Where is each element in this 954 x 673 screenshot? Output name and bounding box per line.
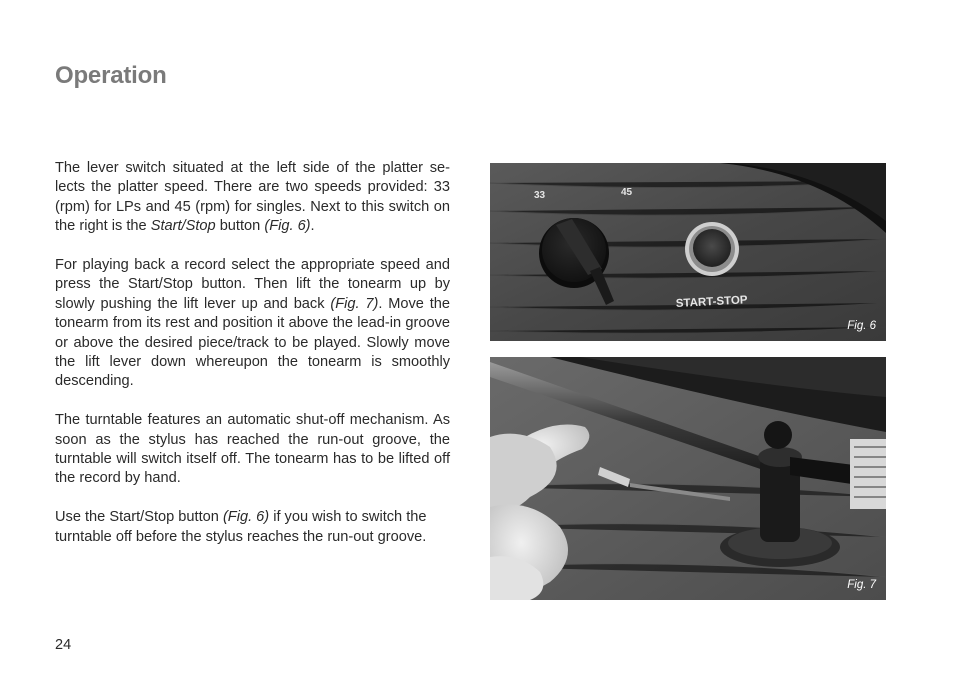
text-segment: if you wish to switch the turntable off before the stylus reaches the run-out groove. <box>55 509 427 545</box>
page-title: Operation <box>55 62 167 89</box>
start-stop-button <box>685 222 739 276</box>
page-number: 24 <box>55 637 72 653</box>
figure-7-photo <box>490 357 886 600</box>
text-segment: button <box>215 218 265 235</box>
emphasis-text: (Fig. 7) <box>330 295 379 312</box>
text-segment: For playing back a record select the appropriate speed and press the Start/Stop button. Then lift the tonearm up by slowly pushing the lift lever up and back <box>55 257 450 312</box>
paragraph-speed-switch <box>55 159 450 237</box>
text-segment: Use the Start/Stop button <box>55 509 223 526</box>
body-text <box>55 159 450 566</box>
speed-45-label: 45 <box>621 187 633 198</box>
speed-33-label: 33 <box>534 190 546 201</box>
speed-switch-photo <box>490 163 886 341</box>
figure-6-photo <box>490 163 886 341</box>
text-segment: The turntable features an automatic shut-off mechanism. As soon as the stylus has reached the run-out groove, the turntable will switch itself off. The tonearm has to be lifted off the record by hand. <box>55 412 450 487</box>
paragraph-auto-shutoff <box>55 411 450 489</box>
paragraph-playback <box>55 256 450 392</box>
text-segment: . Move the tonearm from its rest and position it above the lead-in groove or above the desired piece/track to be played. Slowly move the lift lever down whereupon the tonearm is smoothly descending. <box>55 295 450 390</box>
text-segment: The lever switch situated at the left side of the platter se-lects the platter speed. There are two speeds provided: 33 (rpm) for LPs and 45 (rpm) for singles. Next to this switch on the right is the <box>55 160 450 235</box>
figure-6-caption: Fig. 6 <box>847 320 876 332</box>
figure-7-caption: Fig. 7 <box>847 579 876 591</box>
start-stop-label: START-STOP <box>675 294 748 310</box>
emphasis-text: Start/Stop <box>150 218 216 235</box>
emphasis-text: (Fig. 6) <box>222 509 270 526</box>
tonearm-photo <box>490 357 886 600</box>
paragraph-start-stop <box>55 508 450 547</box>
text-segment: . <box>310 218 315 235</box>
emphasis-text: (Fig. 6) <box>264 218 311 235</box>
